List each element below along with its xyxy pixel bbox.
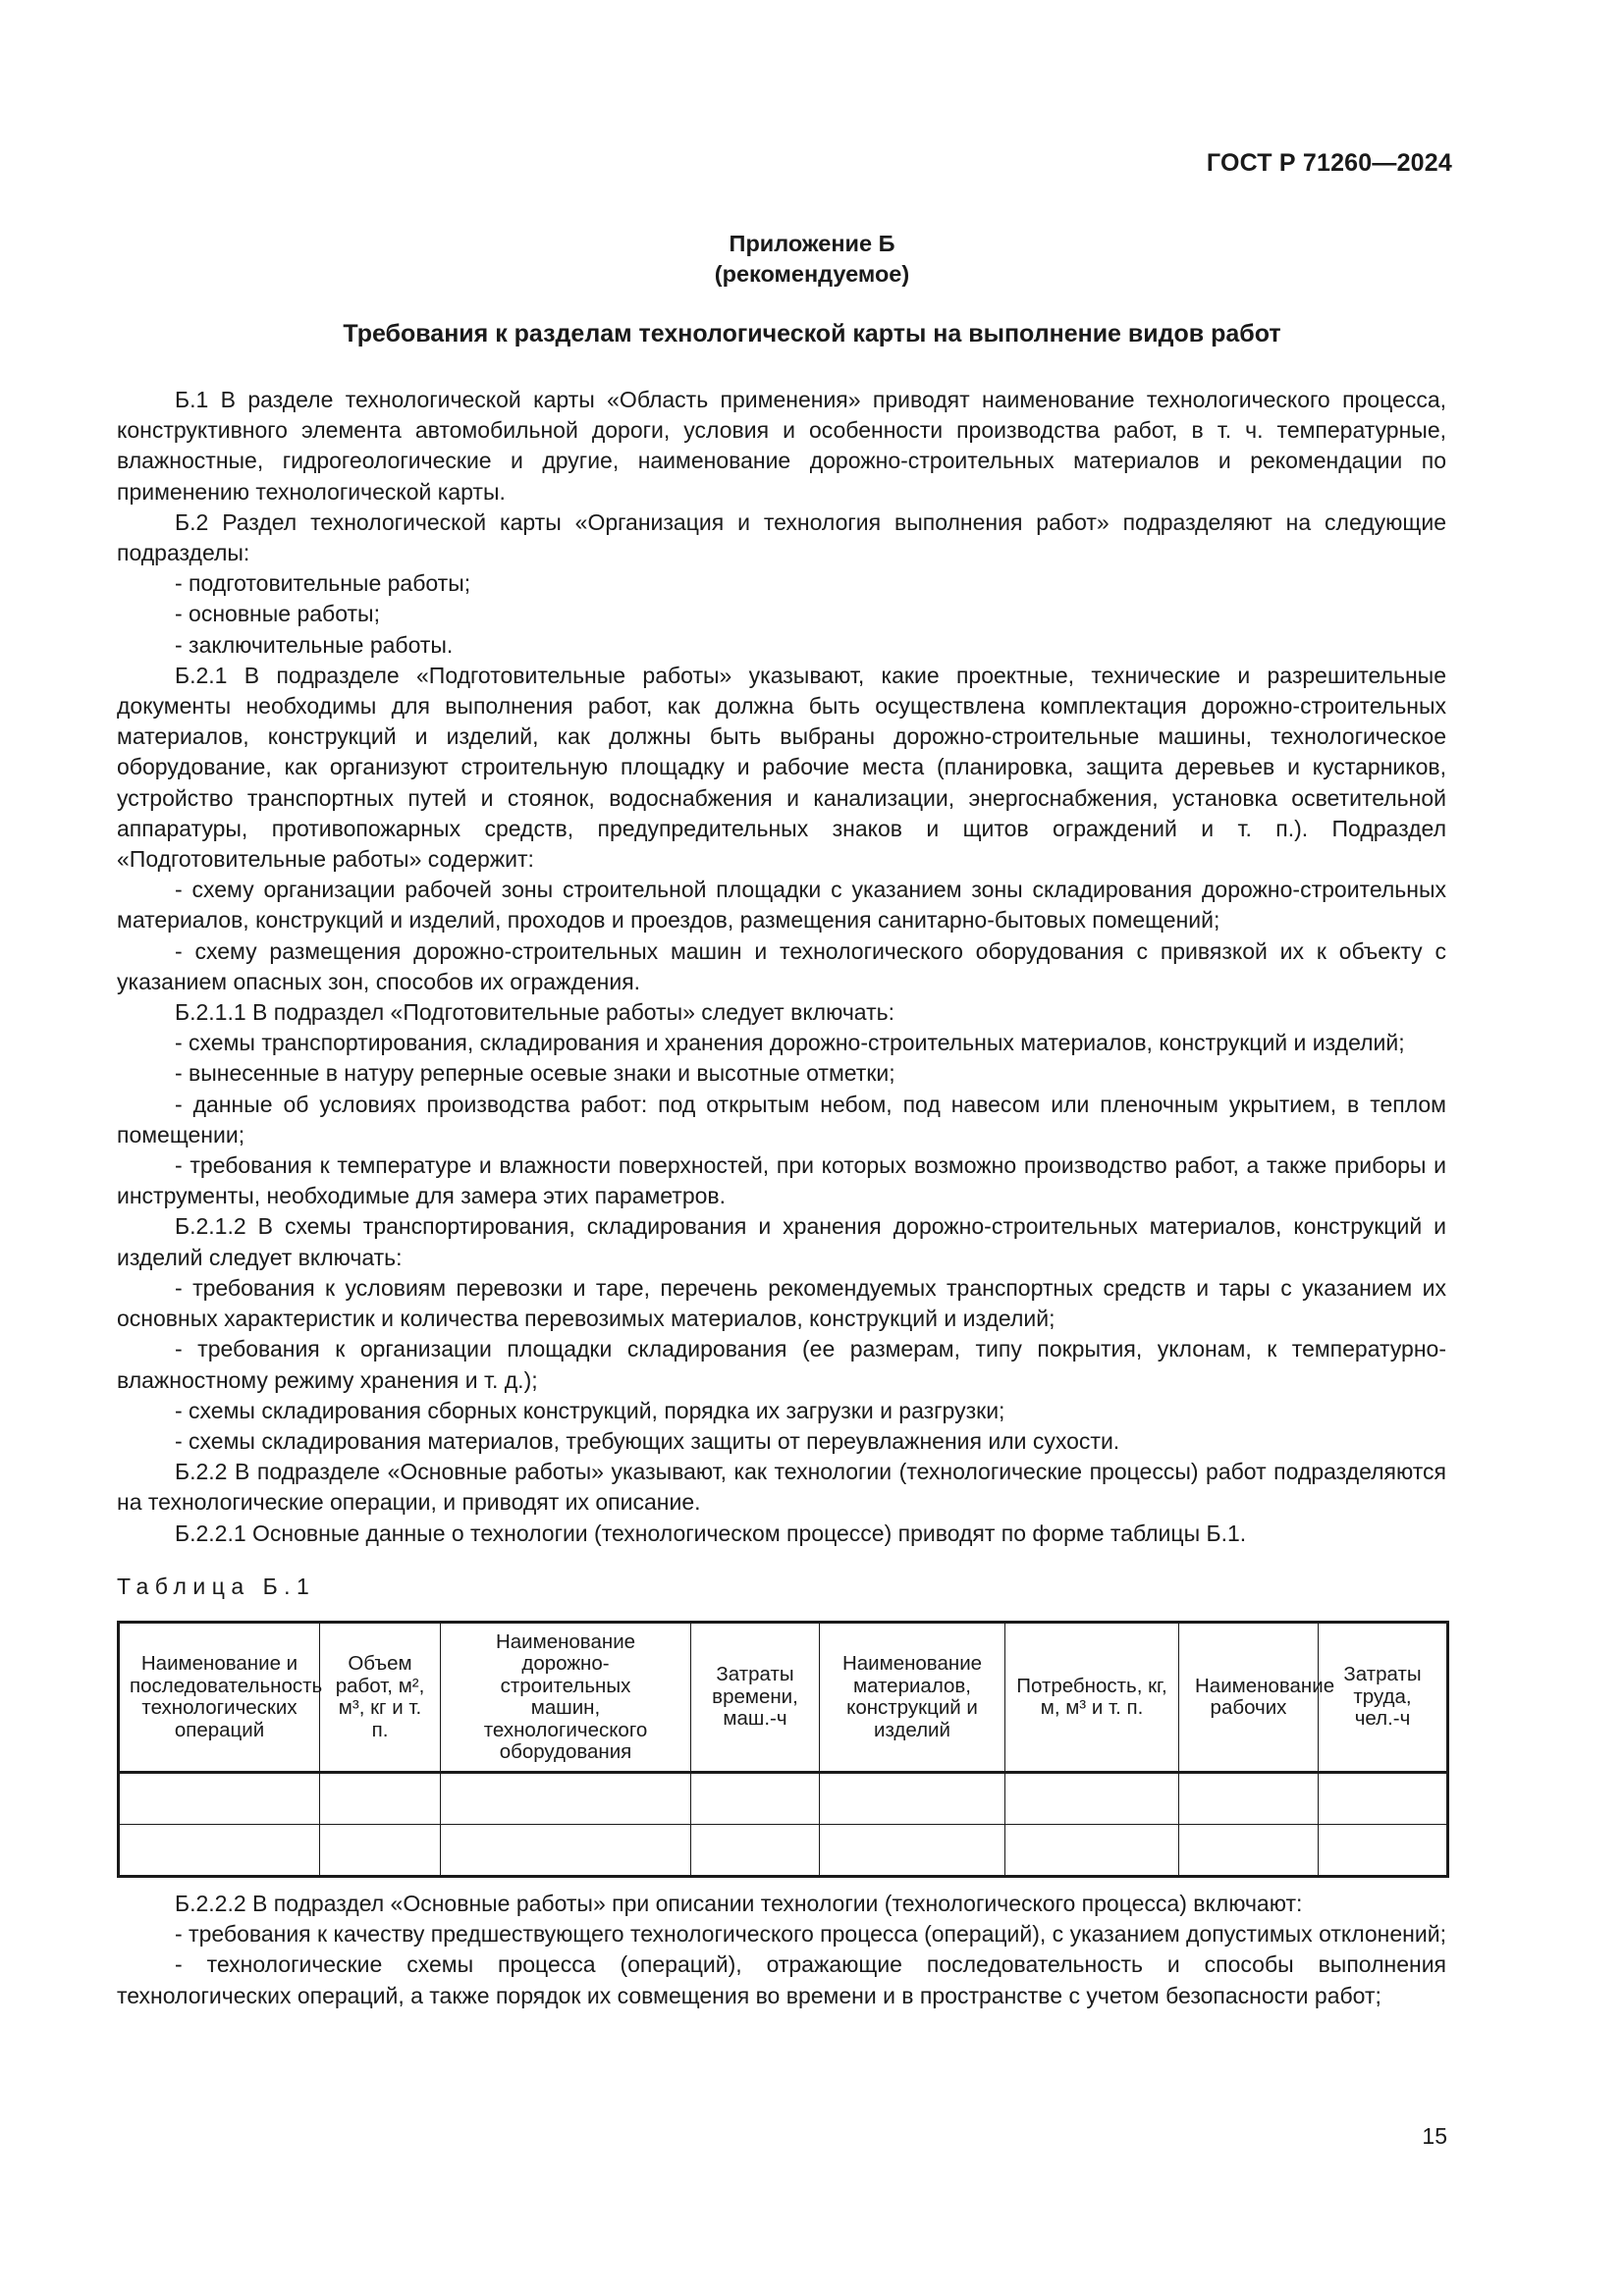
paragraph: Б.1 В разделе технологической карты «Область применения» приводят наименование технологического процесса, конструктивного элемента автомобильной дороги, условия и особенности производства работ, в т. ч. температурные, влажностные, гидрогеологические и другие, наименование дорожно-строительных материалов и рекомендации по применению технологической карты. [117,387,1446,505]
list-item: - заключительные работы. [175,631,454,658]
appendix-label: Приложение Б [729,231,895,256]
body-text [117,385,1446,1549]
page-header: ГОСТ Р 71260—2024 [1206,149,1452,177]
list-item: - данные об условиях производства работ: под открытым небом, под навесом или пленочным укрытием, в теплом помещении; [117,1091,1446,1148]
list-item: - требования к организации площадки складирования (ее размерам, типу покрытия, уклонам, к температурно-влажностному режиму хранения и т. д.); [117,1336,1446,1393]
appendix-status: (рекомендуемое) [714,261,910,287]
table-cell [1319,1773,1448,1825]
list-item: - требования к температуре и влажности поверхностей, при которых возможно производство работ, а также приборы и инструменты, необходимые для замера этих параметров. [117,1152,1446,1209]
list-item: - схемы складирования сборных конструкций, порядка их загрузки и разгрузки; [175,1397,1005,1423]
list-item: - схему размещения дорожно-строительных машин и технологического оборудования с привязкой их к объекту с указанием опасных зон, способов их ограждения. [117,937,1446,994]
table-caption: Таблица Б.1 [117,1574,316,1599]
list-item: - требования к качеству предшествующего технологического процесса (операций), с указанием допустимых отклонений; [175,1921,1446,1948]
table-header-row [119,1623,1448,1773]
list-item: - технологические схемы процесса (операций), отражающие последовательность и способы выполнения технологических операций, а также порядок их совмещения во времени и в пространстве с учетом безопасности работ; [117,1951,1446,2008]
table-cell [691,1825,820,1877]
paragraph: Б.2.1.2 В схемы транспортирования, складирования и хранения дорожно-строительных материалов, конструкций и изделий следует включать: [117,1213,1446,1270]
list-item: - схемы транспортирования, складирования и хранения дорожно-строительных материалов, конструкций и изделий; [175,1030,1405,1056]
table-row [119,1825,1448,1877]
table-header-cell: Наименование рабочих [1179,1623,1319,1773]
technology-table [117,1621,1449,1878]
table-row [119,1773,1448,1825]
table-cell [320,1773,441,1825]
list-item: - схемы складирования материалов, требующих защиты от переувлажнения или сухости. [175,1427,1120,1454]
table-header-cell: Потребность, кг, м, м³ и т. п. [1005,1623,1179,1773]
table-cell [441,1825,691,1877]
table-header-cell: Наименование дорожно-строительных машин, технологического оборудования [441,1623,691,1773]
body-text-continued [117,1889,1446,2011]
paragraph: Б.2 Раздел технологической карты «Организация и технология выполнения работ» подразделяют на следующие подразделы: [117,508,1446,566]
table-cell [441,1773,691,1825]
list-item: - подготовительные работы; [175,570,471,597]
list-item: - основные работы; [175,601,380,627]
list-item: - схему организации рабочей зоны строительной площадки с указанием зоны складирования дорожно-строительных материалов, конструкций и изделий, проходов и проездов, размещения санитарно-бытовых помещений; [117,877,1446,934]
appendix-title [0,229,1624,290]
table-header-cell: Объем работ, м², м³, кг и т. п. [320,1623,441,1773]
page-number: 15 [1422,2123,1447,2149]
table-cell [691,1773,820,1825]
paragraph: Б.2.2 В подразделе «Основные работы» указывают, как технологии (технологические процессы) работ подразделяются на технологические операции, и приводят их описание. [117,1459,1446,1516]
table-cell [820,1773,1005,1825]
section-heading: Требования к разделам технологической карты на выполнение видов работ [343,320,1281,347]
table-cell [1319,1825,1448,1877]
table-cell [119,1773,320,1825]
table-cell [1179,1773,1319,1825]
table-cell [1005,1773,1179,1825]
table-cell [1179,1825,1319,1877]
list-item: - требования к условиям перевозки и таре, перечень рекомендуемых транспортных средств и тары с указанием их основных характеристик и количества перевозимых материалов, конструкций и изделий; [117,1274,1446,1332]
table-cell [820,1825,1005,1877]
paragraph: Б.2.1 В подразделе «Подготовительные работы» указывают, какие проектные, технические и разрешительные документы необходимы для выполнения работ, как должна быть осуществлена комплектация дорожно-строительных материалов, конструкций и изделий, как должны быть выбраны дорожно-строительные машины, технологическое оборудование, как организуют строительную площадку и рабочие места (планировка, защита деревьев и кустарников, устройство транспортных путей и стоянок, водоснабжения и канализации, энергоснабжения, установка осветительной аппаратуры, противопожарных средств, предупредительных знаков и щитов ограждений и т. п.). Подраздел «Подготовительные работы» содержит: [117,662,1446,873]
table-header-cell: Наименование и последовательность технологических операций [119,1623,320,1773]
paragraph: Б.2.2.1 Основные данные о технологии (технологическом процессе) приводят по форме таблицы Б.1. [175,1520,1247,1546]
table-header-cell: Затраты труда, чел.-ч [1319,1623,1448,1773]
paragraph: Б.2.2.2 В подраздел «Основные работы» при описании технологии (технологического процесса) включают: [175,1891,1303,1916]
table-cell [1005,1825,1179,1877]
paragraph: Б.2.1.1 В подраздел «Подготовительные работы» следует включать: [175,999,894,1026]
table-cell [320,1825,441,1877]
table-header-cell: Затраты времени, маш.-ч [691,1623,820,1773]
list-item: - вынесенные в натуру реперные осевые знаки и высотные отметки; [175,1060,895,1087]
table-cell [119,1825,320,1877]
table-header-cell: Наименование материалов, конструкций и изделий [820,1623,1005,1773]
